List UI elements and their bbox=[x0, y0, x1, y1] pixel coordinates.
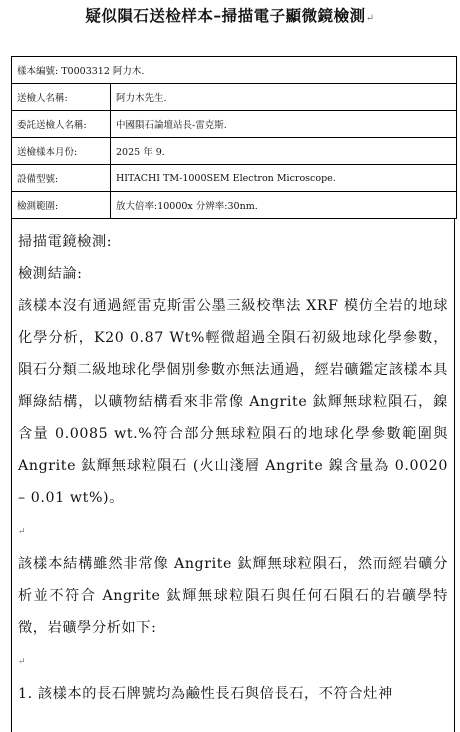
submitter-label: 送檢人名稱: bbox=[12, 84, 111, 110]
paragraph-1: 該樣本沒有通過經雷克斯雷公墨三級校準法 XRF 模仿全岩的地球化學分析，K20 0.87 Wt%輕微超過全隕石初級地球化學參數，隕石分類二級地球化學個別參數亦無法通過，經岩礦鑑定該樣本具輝綠結構，以礦物結構看來非常像 Angrite 鈦輝無球粒隕石，鎳含量 0.0085 wt.%符合部分無球粒隕石的地球化學參數範圍與 Angrite 鈦輝無球粒隕石 (火山淺層 Angrite 鎳含量為 0.0020 – 0.01 wt%)。 bbox=[18, 298, 448, 506]
submitter-value: 阿力木先生. bbox=[116, 93, 167, 104]
section-title: 掃描電鏡檢測: bbox=[18, 234, 113, 250]
month-value: 2025 年 9. bbox=[116, 147, 165, 158]
info-table bbox=[11, 56, 457, 219]
month-label: 送檢樣本月份: bbox=[12, 138, 111, 164]
row-client bbox=[12, 111, 456, 138]
paragraph-mark: ↵ bbox=[18, 527, 27, 537]
report-body bbox=[11, 218, 455, 732]
client-value: 中國隕石論壇站長-雷克斯. bbox=[116, 120, 227, 131]
client-label: 委託送檢人名稱: bbox=[12, 111, 111, 137]
document-title bbox=[0, 4, 460, 26]
paragraph-3: 1. 該樣本的長石牌號均為鹼性長石與倍長石，不符合灶神 bbox=[18, 686, 393, 702]
sample-id-label: 樣本編號: T0003312 阿力木. bbox=[17, 66, 145, 77]
paragraph-mark: ↵ bbox=[18, 657, 27, 667]
conclusion-title: 檢測結論: bbox=[18, 266, 83, 282]
equipment-label: 設備型號: bbox=[12, 165, 111, 191]
paragraph-blank-1 bbox=[18, 514, 448, 548]
row-month bbox=[12, 138, 456, 165]
title-text: 疑似隕石送检样本–掃描電子顯微鏡檢測 bbox=[85, 6, 366, 25]
equipment-value: HITACHI TM-1000SEM Electron Microscope. bbox=[116, 172, 336, 184]
row-equipment bbox=[12, 165, 456, 192]
range-label: 檢測範圍: bbox=[12, 192, 111, 218]
row-submitter bbox=[12, 84, 456, 111]
range-value: 放大倍率:10000x 分辨率:30nm. bbox=[116, 201, 258, 212]
paragraph-mark: ↵ bbox=[365, 13, 375, 24]
row-range bbox=[12, 192, 456, 219]
row-sample-id bbox=[12, 57, 456, 84]
paragraph-blank-2 bbox=[18, 644, 448, 678]
paragraph-2: 該樣本結構雖然非常像 Angrite 鈦輝無球粒隕石，然而經岩礦分析並不符合 Angrite 鈦輝無球粒隕石與任何石隕石的岩礦學特徵，岩礦學分析如下: bbox=[18, 556, 448, 636]
